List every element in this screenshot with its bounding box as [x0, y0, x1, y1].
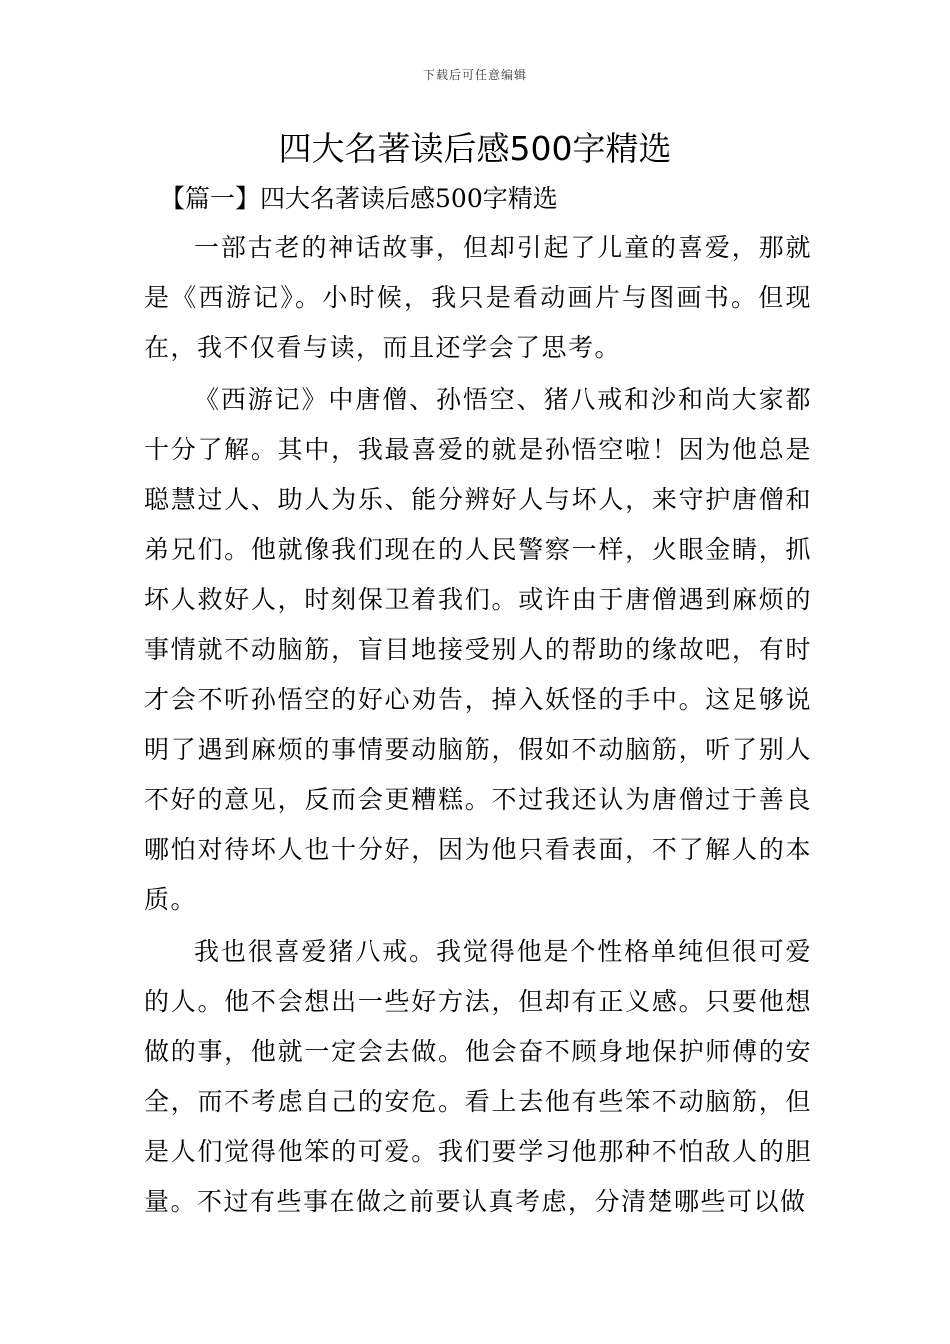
paragraph: 一部古老的神话故事，但却引起了儿童的喜爱，那就是《西游记》。小时候，我只是看动画片与图画书。但现在，我不仅看与读，而且还学会了思考。	[144, 233, 812, 362]
document-title: 四大名著读后感500字精选	[278, 129, 672, 168]
paragraph: 《西游记》中唐僧、孙悟空、猪八戒和沙和尚大家都十分了解。其中，我最喜爱的就是孙悟空啦！因为他总是聪慧过人、助人为乐、能分辨好人与坏人，来守护唐僧和弟兄们。他就像我们现在的人民警察一样，火眼金睛，抓坏人救好人，时刻保卫着我们。或许由于唐僧遇到麻烦的事情就不动脑筋，盲目地接受别人的帮助的缘故吧，有时才会不听孙悟空的好心劝告，掉入妖怪的手中。这足够说明了遇到麻烦的事情要动脑筋，假如不动脑筋，听了别人不好的意见，反而会更糟糕。不过我还认为唐僧过于善良哪怕对待坏人也十分好，因为他只看表面，不了解人的本质。	[144, 385, 812, 914]
header-note: 下载后可任意编辑	[422, 68, 527, 82]
section-heading: 【篇一】四大名著读后感500字精选	[160, 184, 558, 213]
document-body	[144, 223, 812, 1227]
paragraph: 我也很喜爱猪八戒。我觉得他是个性格单纯但很可爱的人。他不会想出一些好方法，但却有正义感。只要他想做的事，他就一定会去做。他会奋不顾身地保护师傅的安全，而不考虑自己的安危。看上去他有些笨不动脑筋，但是人们觉得他笨的可爱。我们要学习他那种不怕敌人的胆量。不过有些事在做之前要认真考虑，分清楚哪些可以做	[144, 937, 812, 1216]
